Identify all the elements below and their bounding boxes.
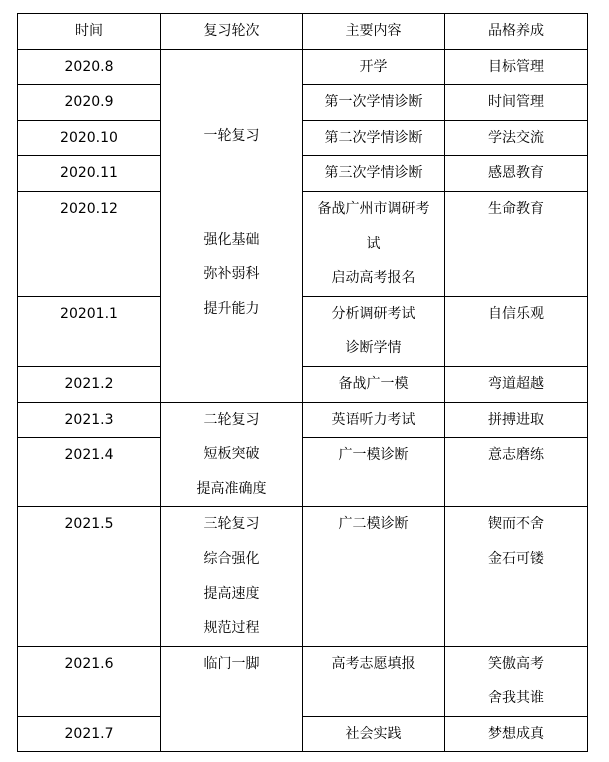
header-row [18, 14, 588, 50]
content-line: 试 [366, 235, 381, 252]
time-cell: 2020.8 [18, 49, 161, 85]
character-line: 时间管理 [488, 94, 544, 111]
header-time: 时间 [18, 14, 161, 50]
round-line [161, 153, 302, 188]
content-cell [303, 156, 445, 192]
character-cell [445, 716, 588, 752]
content-cell [303, 646, 445, 716]
time-cell: 2021.3 [18, 402, 161, 438]
header-content: 主要内容 [303, 14, 445, 50]
character-line: 生命教育 [488, 200, 544, 217]
table-row [18, 49, 588, 85]
table-row [18, 507, 588, 646]
round-cell [161, 646, 303, 752]
time-cell: 2021.4 [18, 438, 161, 507]
round-line: 临门一脚 [203, 655, 260, 672]
content-line: 备战广州市调研考 [317, 200, 430, 217]
character-cell [445, 438, 588, 507]
table-row [18, 716, 588, 752]
character-cell [445, 85, 588, 121]
content-cell [303, 438, 445, 507]
content-line: 第一次学情诊断 [324, 94, 423, 111]
content-line: 社会实践 [345, 725, 402, 742]
content-line: 英语听力考试 [331, 411, 416, 428]
content-cell [303, 296, 445, 366]
header-character: 品格养成 [445, 14, 588, 50]
content-cell [303, 507, 445, 646]
content-cell [303, 191, 445, 296]
schedule-table [17, 13, 588, 752]
character-line: 拼搏进取 [488, 411, 544, 428]
content-line: 备战广一模 [338, 375, 409, 392]
character-line: 目标管理 [488, 58, 544, 75]
content-cell [303, 49, 445, 85]
content-cell [303, 402, 445, 438]
content-line: 诊断学情 [345, 340, 402, 357]
character-line: 金石可镂 [488, 550, 544, 567]
content-cell [303, 366, 445, 402]
round-cell [161, 402, 303, 507]
table-row [18, 646, 588, 716]
time-cell: 2020.9 [18, 85, 161, 121]
table-row [18, 296, 588, 366]
round-line [161, 188, 302, 223]
character-line: 学法交流 [488, 129, 544, 146]
round-line: 提高速度 [203, 585, 260, 602]
round-cell [161, 49, 303, 402]
round-line: 二轮复习 [203, 411, 260, 428]
content-cell [303, 85, 445, 121]
character-line: 锲而不舍 [488, 516, 544, 533]
content-line: 第三次学情诊断 [324, 165, 423, 182]
round-line: 一轮复习 [203, 127, 260, 144]
character-cell [445, 296, 588, 366]
table-row [18, 85, 588, 121]
content-line: 分析调研考试 [331, 305, 416, 322]
table-row [18, 191, 588, 296]
round-cell [161, 507, 303, 646]
character-cell [445, 507, 588, 646]
character-cell [445, 120, 588, 156]
round-line: 提升能力 [203, 300, 260, 317]
round-line: 短板突破 [203, 446, 260, 463]
table-row [18, 402, 588, 438]
time-cell: 2021.7 [18, 716, 161, 752]
table-row [18, 156, 588, 192]
time-cell: 2021.6 [18, 646, 161, 716]
table-row [18, 438, 588, 507]
content-line: 高考志愿填报 [331, 655, 416, 672]
content-line: 第二次学情诊断 [324, 129, 423, 146]
round-line [161, 50, 302, 85]
character-line: 舍我其谁 [488, 690, 544, 707]
round-line: 规范过程 [203, 620, 260, 637]
time-cell: 2021.5 [18, 507, 161, 646]
time-cell: 2020.11 [18, 156, 161, 192]
character-line: 感恩教育 [488, 165, 544, 182]
table-row [18, 366, 588, 402]
round-line: 三轮复习 [203, 516, 260, 533]
character-cell [445, 49, 588, 85]
content-line: 广一模诊断 [338, 447, 409, 464]
round-line: 综合强化 [203, 550, 260, 567]
character-cell [445, 646, 588, 716]
content-cell [303, 120, 445, 156]
time-cell: 2020.12 [18, 191, 161, 296]
character-cell [445, 191, 588, 296]
round-line: 强化基础 [203, 231, 260, 248]
round-line [161, 84, 302, 119]
content-line: 开学 [359, 58, 388, 75]
character-line: 梦想成真 [488, 725, 544, 742]
character-line: 自信乐观 [488, 305, 544, 322]
character-cell [445, 402, 588, 438]
character-cell [445, 366, 588, 402]
round-line: 弥补弱科 [203, 266, 260, 283]
time-cell: 2021.2 [18, 366, 161, 402]
time-cell: 2020.10 [18, 120, 161, 156]
content-line: 启动高考报名 [331, 270, 416, 287]
character-line: 意志磨练 [488, 447, 544, 464]
content-line: 广二模诊断 [338, 516, 409, 533]
round-line: 提高准确度 [196, 480, 267, 497]
character-line: 笑傲高考 [488, 655, 544, 672]
time-cell: 20201.1 [18, 296, 161, 366]
header-round: 复习轮次 [161, 14, 303, 50]
character-line: 弯道超越 [488, 375, 544, 392]
content-cell [303, 716, 445, 752]
character-cell [445, 156, 588, 192]
table-row [18, 120, 588, 156]
